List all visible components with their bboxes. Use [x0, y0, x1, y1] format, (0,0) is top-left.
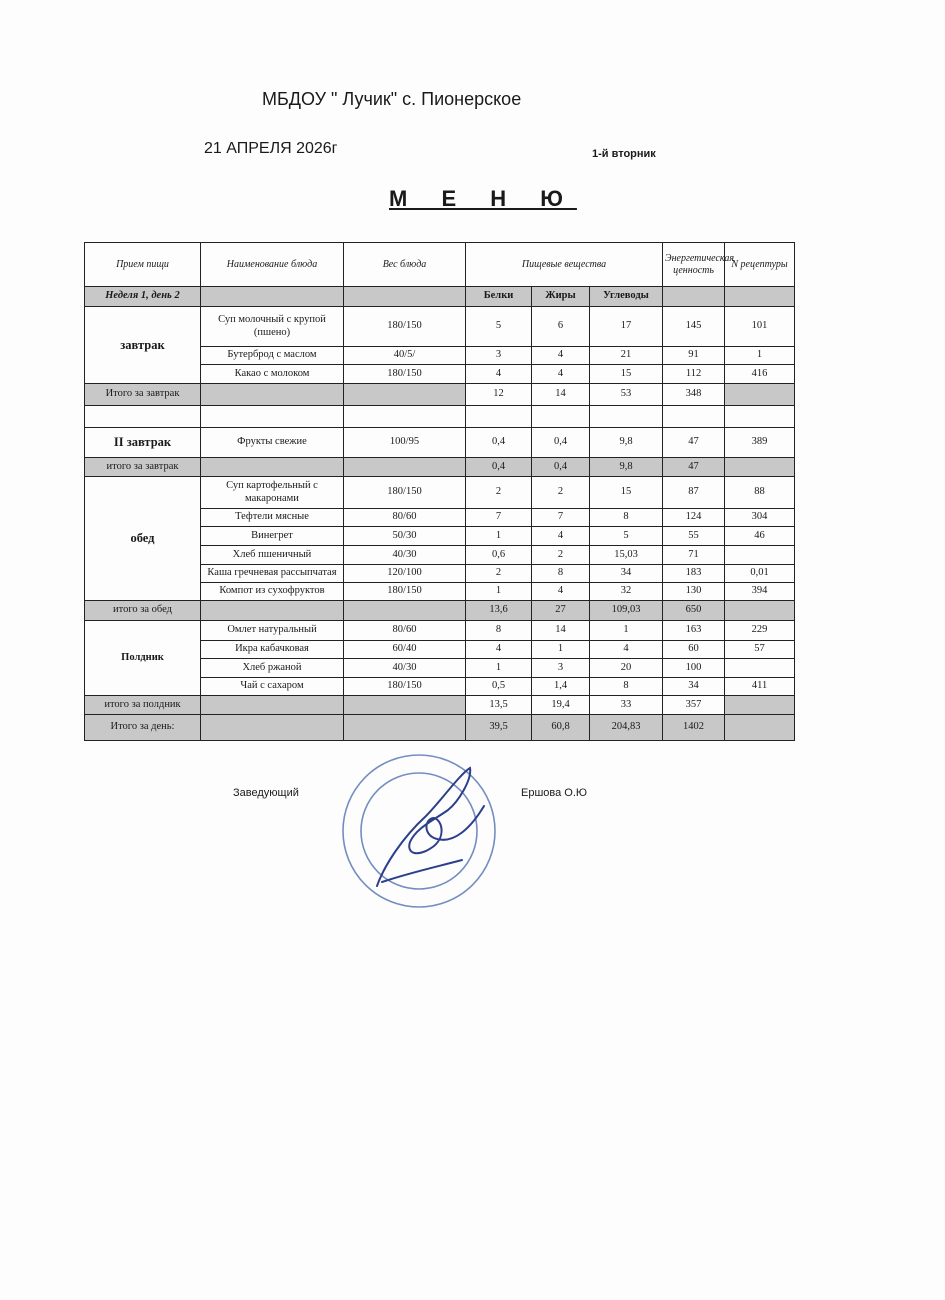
fat-header: Жиры: [532, 287, 590, 307]
dish-carbs: 34: [590, 565, 663, 583]
dish-fat: 8: [532, 565, 590, 583]
dish-energy: 71: [663, 546, 725, 565]
dish-name: Какао с молоком: [201, 365, 344, 384]
dish-energy: 100: [663, 659, 725, 678]
total-label: итого за полдник: [85, 696, 201, 715]
dish-energy: 47: [663, 428, 725, 458]
dish-carbs: 21: [590, 347, 663, 365]
col-recipe-header: N рецептуры: [725, 243, 795, 287]
dish-name: Хлеб ржаной: [201, 659, 344, 678]
dish-weight: 180/150: [344, 477, 466, 509]
meal-second-breakfast: II завтрак: [85, 428, 201, 458]
dish-weight: 100/95: [344, 428, 466, 458]
menu-date: 21 АПРЕЛЯ 2026г: [204, 140, 338, 157]
organization-title: МБДОУ " Лучик" с. Пионерское: [262, 89, 522, 109]
protein-header: Белки: [466, 287, 532, 307]
table-row: [85, 428, 795, 458]
total-carbs: 109,03: [590, 601, 663, 621]
dish-protein: 3: [466, 347, 532, 365]
dish-name: Тефтели мясные: [201, 509, 344, 527]
total-energy: 348: [663, 384, 725, 406]
dish-protein: 1: [466, 659, 532, 678]
week-label: Неделя 1, день 2: [85, 287, 201, 307]
dish-carbs: 9,8: [590, 428, 663, 458]
dish-recipe: [725, 546, 795, 565]
total-protein: 12: [466, 384, 532, 406]
col-energy-header: Энергетическая ценность: [663, 243, 725, 287]
meal-snack: Полдник: [85, 621, 201, 696]
total-label: Итого за завтрак: [85, 384, 201, 406]
dish-weight: 80/60: [344, 509, 466, 527]
day-total-protein: 39,5: [466, 715, 532, 741]
dish-fat: 4: [532, 365, 590, 384]
dish-energy: 112: [663, 365, 725, 384]
dish-fat: 6: [532, 307, 590, 347]
dish-protein: 1: [466, 583, 532, 601]
total-fat: 14: [532, 384, 590, 406]
total-label: итого за обед: [85, 601, 201, 621]
dish-carbs: 17: [590, 307, 663, 347]
dish-weight: 180/150: [344, 678, 466, 696]
dish-carbs: 1: [590, 621, 663, 641]
total-fat: 27: [532, 601, 590, 621]
stamp-seal: [322, 746, 517, 911]
dish-fat: 3: [532, 659, 590, 678]
total-protein: 13,5: [466, 696, 532, 715]
director-name: Ершова О.Ю: [521, 787, 588, 799]
total-row: [85, 384, 795, 406]
total-carbs: 53: [590, 384, 663, 406]
table-row: [85, 307, 795, 347]
dish-protein: 0,5: [466, 678, 532, 696]
dish-name: Омлет натуральный: [201, 621, 344, 641]
dish-protein: 0,4: [466, 428, 532, 458]
menu-title: М Е Н Ю: [389, 186, 577, 211]
total-fat: 0,4: [532, 458, 590, 477]
signature: [377, 768, 484, 886]
total-energy: 650: [663, 601, 725, 621]
dish-weight: 180/150: [344, 365, 466, 384]
dish-recipe: 46: [725, 527, 795, 546]
dish-name: Суп молочный с крупой (пшено): [201, 307, 344, 347]
spacer-row: [85, 406, 795, 428]
table-row: [85, 621, 795, 641]
dish-carbs: 4: [590, 641, 663, 659]
dish-carbs: 20: [590, 659, 663, 678]
day-total-row: [85, 715, 795, 741]
total-label: итого за завтрак: [85, 458, 201, 477]
dish-fat: 2: [532, 477, 590, 509]
dish-recipe: 389: [725, 428, 795, 458]
dish-carbs: 5: [590, 527, 663, 546]
dish-fat: 1: [532, 641, 590, 659]
dish-weight: 40/30: [344, 659, 466, 678]
dish-fat: 4: [532, 583, 590, 601]
total-carbs: 9,8: [590, 458, 663, 477]
day-total-fat: 60,8: [532, 715, 590, 741]
dish-protein: 8: [466, 621, 532, 641]
dish-fat: 4: [532, 347, 590, 365]
dish-weight: 120/100: [344, 565, 466, 583]
dish-recipe: 88: [725, 477, 795, 509]
col-weight-header: Вес блюда: [344, 243, 466, 287]
col-nutrients-header: Пищевые вещества: [466, 243, 663, 287]
total-row: [85, 601, 795, 621]
dish-protein: 1: [466, 527, 532, 546]
dish-name: Винегрет: [201, 527, 344, 546]
dish-recipe: 101: [725, 307, 795, 347]
dish-fat: 1,4: [532, 678, 590, 696]
dish-fat: 0,4: [532, 428, 590, 458]
dish-recipe: 229: [725, 621, 795, 641]
col-meal-header: Прием пищи: [85, 243, 201, 287]
dish-carbs: 15: [590, 477, 663, 509]
dish-protein: 4: [466, 641, 532, 659]
dish-recipe: [725, 659, 795, 678]
dish-weight: 80/60: [344, 621, 466, 641]
total-protein: 0,4: [466, 458, 532, 477]
dish-fat: 2: [532, 546, 590, 565]
dish-protein: 2: [466, 565, 532, 583]
table-header-row: [85, 243, 795, 287]
dish-energy: 91: [663, 347, 725, 365]
dish-carbs: 15,03: [590, 546, 663, 565]
dish-carbs: 15: [590, 365, 663, 384]
dish-fat: 7: [532, 509, 590, 527]
dish-protein: 7: [466, 509, 532, 527]
dish-protein: 5: [466, 307, 532, 347]
dish-name: Суп картофельный с макаронами: [201, 477, 344, 509]
subheader-row: [85, 287, 795, 307]
total-carbs: 33: [590, 696, 663, 715]
day-total-energy: 1402: [663, 715, 725, 741]
total-energy: 47: [663, 458, 725, 477]
dish-fat: 4: [532, 527, 590, 546]
dish-energy: 34: [663, 678, 725, 696]
dish-weight: 40/30: [344, 546, 466, 565]
dish-name: Компот из сухофруктов: [201, 583, 344, 601]
dish-carbs: 32: [590, 583, 663, 601]
day-label: 1-й вторник: [592, 148, 656, 160]
dish-energy: 163: [663, 621, 725, 641]
director-label: Заведующий: [233, 787, 299, 799]
dish-name: Хлеб пшеничный: [201, 546, 344, 565]
dish-weight: 180/150: [344, 307, 466, 347]
total-protein: 13,6: [466, 601, 532, 621]
dish-energy: 60: [663, 641, 725, 659]
dish-recipe: 57: [725, 641, 795, 659]
dish-energy: 130: [663, 583, 725, 601]
dish-name: Чай с сахаром: [201, 678, 344, 696]
dish-recipe: 416: [725, 365, 795, 384]
dish-recipe: 1: [725, 347, 795, 365]
dish-name: Икра кабачковая: [201, 641, 344, 659]
menu-table: [84, 242, 795, 741]
dish-protein: 2: [466, 477, 532, 509]
carbs-header: Углеводы: [590, 287, 663, 307]
total-row: [85, 458, 795, 477]
dish-protein: 4: [466, 365, 532, 384]
dish-energy: 145: [663, 307, 725, 347]
table-row: [85, 477, 795, 509]
dish-name: Бутерброд с маслом: [201, 347, 344, 365]
dish-carbs: 8: [590, 509, 663, 527]
meal-lunch: обед: [85, 477, 201, 601]
dish-weight: 40/5/: [344, 347, 466, 365]
dish-protein: 0,6: [466, 546, 532, 565]
dish-energy: 124: [663, 509, 725, 527]
dish-weight: 60/40: [344, 641, 466, 659]
dish-energy: 55: [663, 527, 725, 546]
total-fat: 19,4: [532, 696, 590, 715]
dish-weight: 180/150: [344, 583, 466, 601]
dish-weight: 50/30: [344, 527, 466, 546]
total-energy: 357: [663, 696, 725, 715]
dish-energy: 87: [663, 477, 725, 509]
dish-recipe: 394: [725, 583, 795, 601]
dish-name: Каша гречневая рассыпчатая: [201, 565, 344, 583]
dish-recipe: 304: [725, 509, 795, 527]
dish-energy: 183: [663, 565, 725, 583]
dish-recipe: 411: [725, 678, 795, 696]
dish-fat: 14: [532, 621, 590, 641]
meal-breakfast: завтрак: [85, 307, 201, 384]
dish-recipe: 0,01: [725, 565, 795, 583]
total-row: [85, 696, 795, 715]
day-total-label: Итого за день:: [85, 715, 201, 741]
dish-name: Фрукты свежие: [201, 428, 344, 458]
col-dish-header: Наименование блюда: [201, 243, 344, 287]
day-total-carbs: 204,83: [590, 715, 663, 741]
dish-carbs: 8: [590, 678, 663, 696]
